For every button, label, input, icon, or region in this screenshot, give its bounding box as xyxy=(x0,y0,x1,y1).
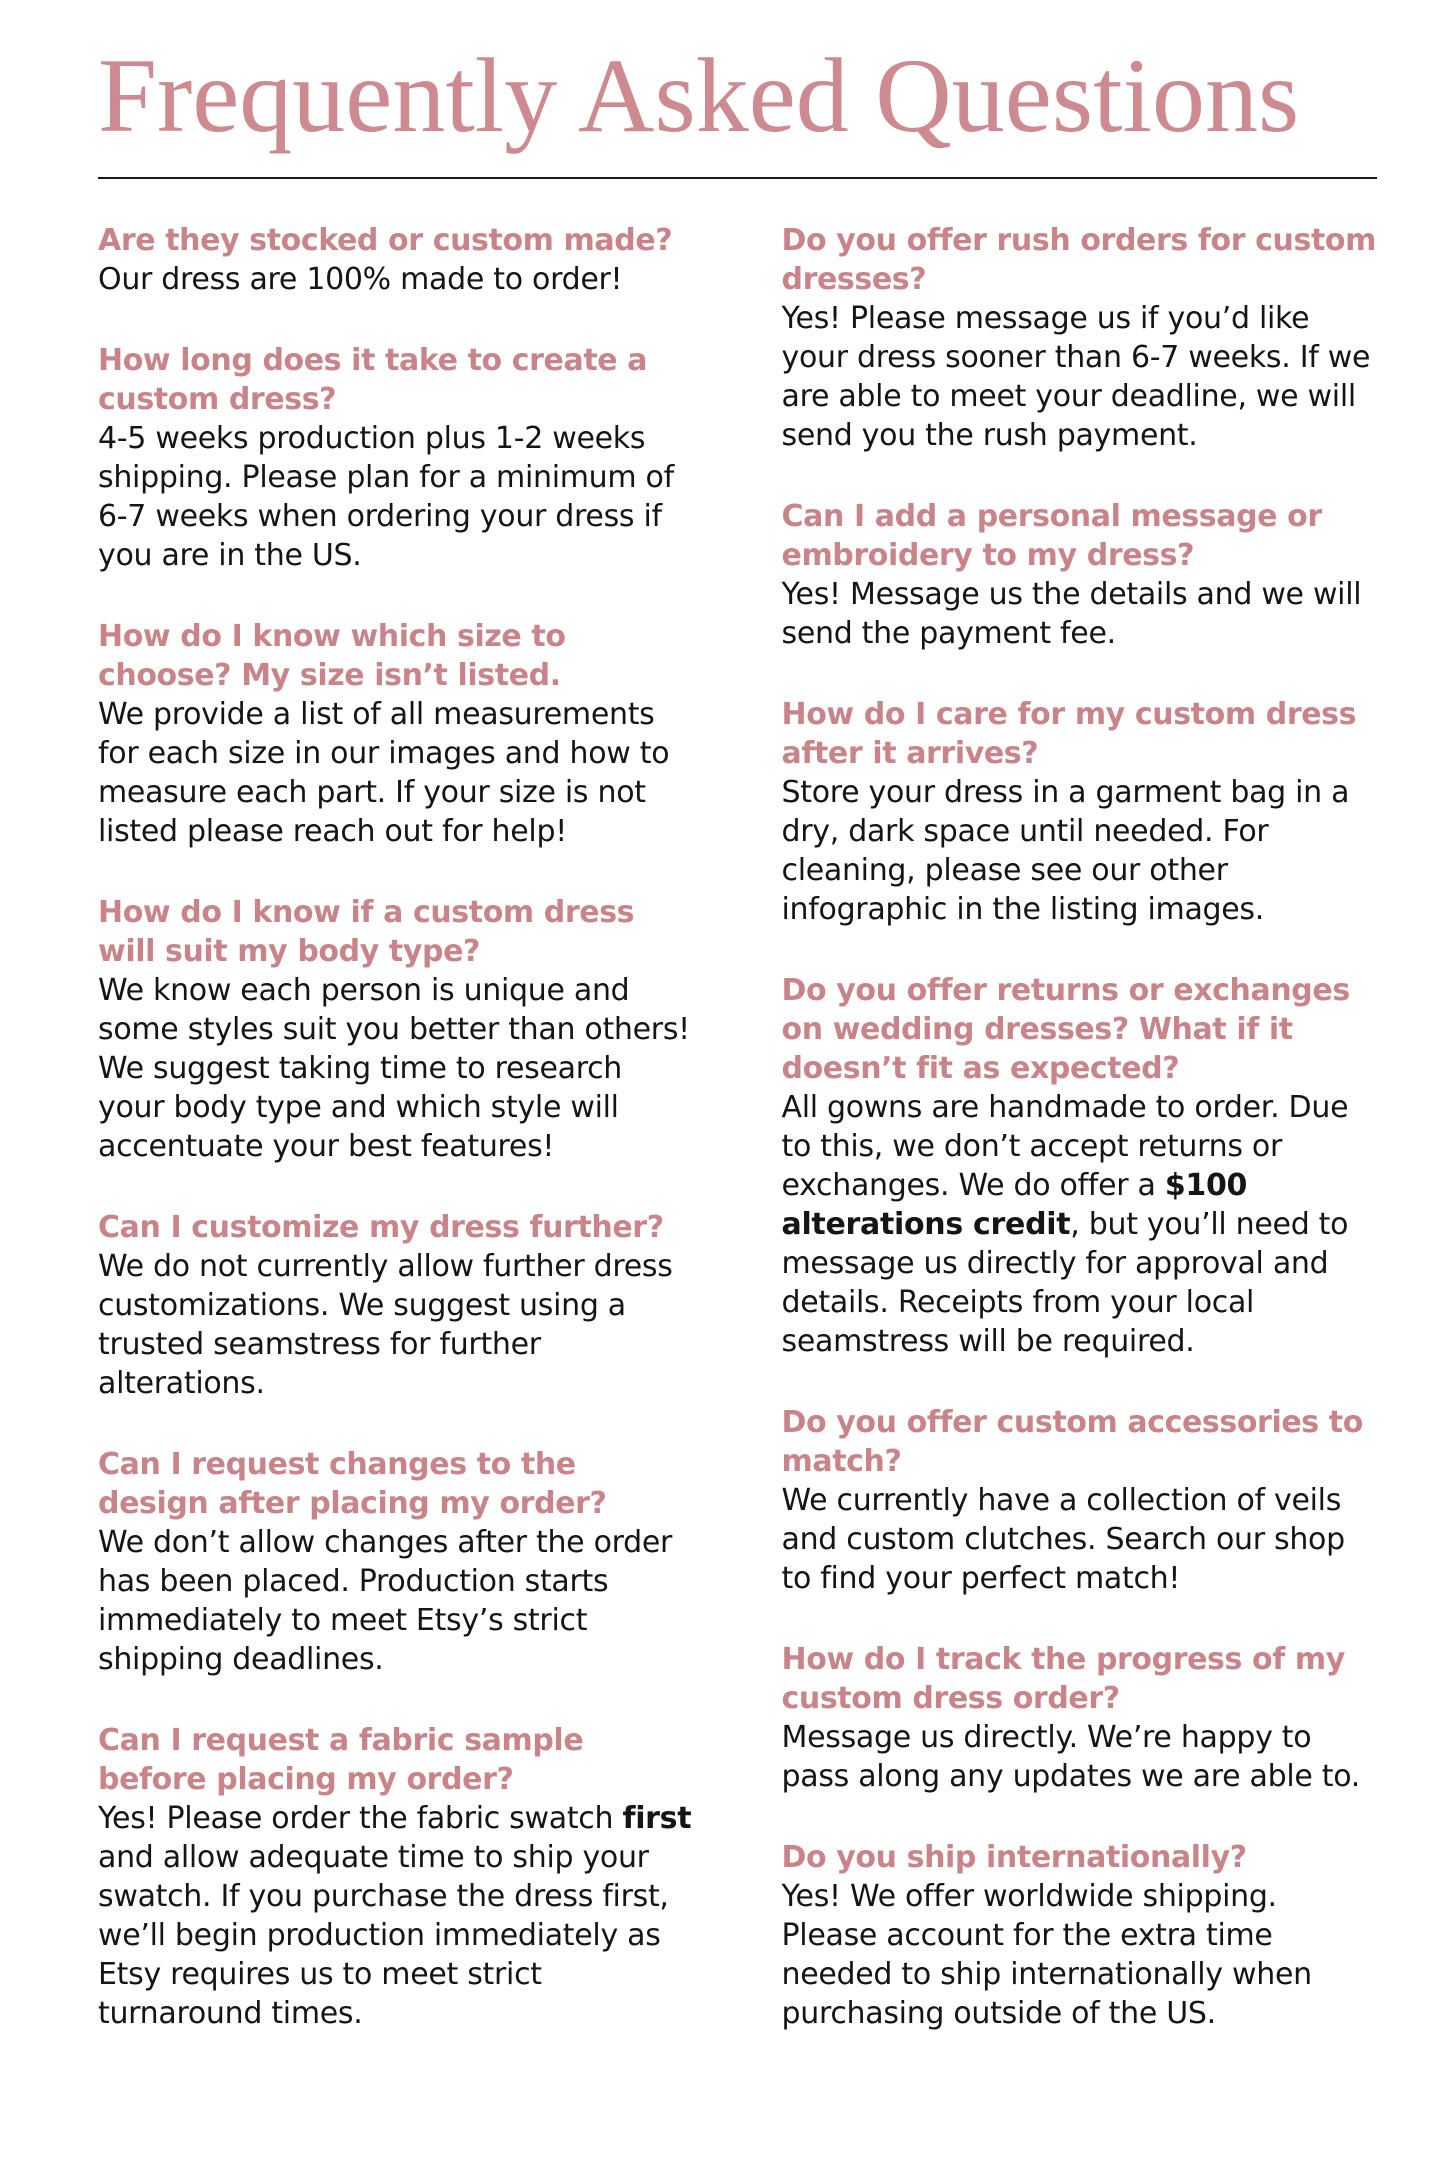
faq-answer xyxy=(782,299,1378,455)
faq-answer-segment: Yes! Please order the fabric swatch xyxy=(98,1801,623,1837)
faq-answer-segment: Store your dress in a garment bag in a dry, dark space until needed. For cleaning, please see our other infographic in the listing images. xyxy=(781,775,1350,928)
title-divider xyxy=(98,177,1377,179)
faq-answer xyxy=(98,260,694,299)
faq-question: Can I add a personal message or embroidery to my dress? xyxy=(781,499,1322,574)
faq-question: How do I know if a custom dress will suit my body type? xyxy=(98,895,635,970)
faq-question: Do you offer custom accessories to match? xyxy=(781,1405,1363,1480)
faq-answer-segment: All gowns are handmade to order. Due to this, we don’t accept returns or exchanges. We do offer a xyxy=(781,1090,1349,1204)
faq-answer-segment: We provide a list of all measurements for each size in our images and how to measure each part. If your size is not listed please reach out for help! xyxy=(98,697,670,850)
faq-question: Are they stocked or custom made? xyxy=(98,223,673,259)
faq-answer-segment: Message us directly. We’re happy to pass along any updates we are able to. xyxy=(781,1720,1361,1795)
faq-item xyxy=(98,617,694,851)
faq-answer-segment: We currently have a collection of veils and custom clutches. Search our shop to find your perfect match! xyxy=(781,1483,1345,1597)
faq-answer xyxy=(782,773,1378,929)
faq-item xyxy=(782,1838,1378,2033)
faq-question: Do you offer rush orders for custom dresses? xyxy=(781,223,1376,298)
faq-answer-segment: , but you’ll need to message us directly for approval and details. Receipts from your local seamstress will be required. xyxy=(781,1207,1349,1360)
faq-item xyxy=(98,1445,694,1679)
faq-answer xyxy=(782,1877,1378,2033)
faq-item xyxy=(98,1208,694,1403)
faq-answer-segment: Yes! Message us the details and we will send the payment fee. xyxy=(781,577,1362,652)
faq-item xyxy=(98,1721,694,2033)
faq-answer xyxy=(782,1718,1378,1796)
faq-answer xyxy=(782,575,1378,653)
faq-answer xyxy=(98,1247,694,1403)
faq-item xyxy=(98,341,694,575)
faq-answer-segment: and allow adequate time to ship your swatch. If you purchase the dress first, we’ll begin production immediately as Etsy requires us to meet strict turnaround times. xyxy=(98,1840,669,2032)
faq-question: Do you ship internationally? xyxy=(781,1840,1247,1876)
faq-answer-segment: We do not currently allow further dress customizations. We suggest using a trusted seamstress for further alterations. xyxy=(98,1249,673,1402)
faq-item xyxy=(782,1640,1378,1796)
faq-question: How do I track the progress of my custom dress order? xyxy=(781,1642,1345,1717)
faq-question: How do I know which size to choose? My size isn’t listed. xyxy=(98,619,566,694)
faq-question: Can I customize my dress further? xyxy=(98,1210,664,1246)
faq-answer xyxy=(98,695,694,851)
faq-item xyxy=(98,221,694,299)
faq-item xyxy=(782,695,1378,929)
faq-answer xyxy=(782,1088,1378,1361)
faq-question: How long does it take to create a custom dress? xyxy=(98,343,648,418)
faq-answer-segment: Our dress are 100% made to order! xyxy=(98,262,623,298)
faq-item xyxy=(782,497,1378,653)
faq-answer xyxy=(98,1523,694,1679)
faq-answer-segment: We know each person is unique and some styles suit you better than others! We suggest taking time to research your body type and which style will accentuate your best features! xyxy=(98,973,690,1165)
faq-column-left xyxy=(98,221,694,2075)
faq-columns xyxy=(98,221,1377,2075)
faq-question: Can I request a fabric sample before placing my order? xyxy=(98,1723,584,1798)
faq-answer-segment: Yes! We offer worldwide shipping. Please account for the extra time needed to ship internationally when purchasing outside of the US. xyxy=(781,1879,1312,2032)
faq-column-right xyxy=(782,221,1378,2075)
faq-question: Do you offer returns or exchanges on wedding dresses? What if it doesn’t fit as expected? xyxy=(781,973,1350,1087)
faq-item xyxy=(782,221,1378,455)
faq-answer-segment: 4-5 weeks production plus 1-2 weeks shipping. Please plan for a minimum of 6-7 weeks when ordering your dress if you are in the US. xyxy=(98,421,674,574)
faq-answer xyxy=(98,1799,694,2033)
faq-question: Can I request changes to the design after placing my order? xyxy=(98,1447,607,1522)
faq-answer xyxy=(782,1481,1378,1598)
faq-question: How do I care for my custom dress after it arrives? xyxy=(781,697,1357,772)
faq-answer-segment: Yes! Please message us if you’d like your dress sooner than 6-7 weeks. If we are able to meet your deadline, we will send you the rush payment. xyxy=(781,301,1371,454)
faq-item xyxy=(782,971,1378,1361)
faq-item xyxy=(98,893,694,1166)
page-title: Frequently Asked Questions xyxy=(98,37,1300,154)
faq-answer-bold-segment: first xyxy=(622,1801,692,1837)
faq-answer xyxy=(98,419,694,575)
faq-answer-segment: We don’t allow changes after the order has been placed. Production starts immediately to meet Etsy’s strict shipping deadlines. xyxy=(98,1525,673,1678)
faq-answer xyxy=(98,971,694,1166)
faq-answer-bold-segment: $100 alterations credit xyxy=(781,1168,1248,1243)
faq-item xyxy=(782,1403,1378,1598)
